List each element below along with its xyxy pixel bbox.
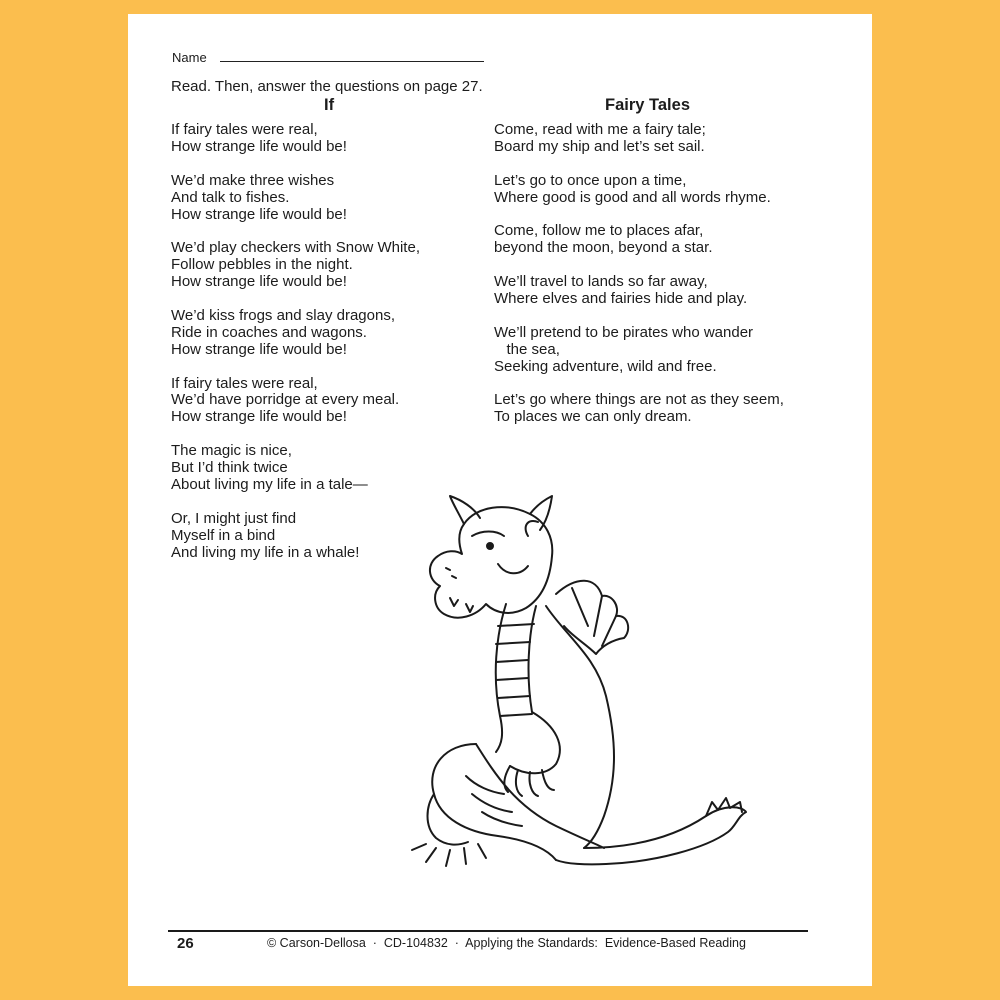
poem-fairy-tales-title: Fairy Tales <box>605 96 690 114</box>
poem-line: Or, I might just find <box>171 509 297 527</box>
poem-line: We’d kiss frogs and slay dragons, <box>171 306 395 324</box>
dragon-arm <box>510 712 560 773</box>
poem-if-title: If <box>324 96 335 114</box>
poem-line: Follow pebbles in the night. <box>171 256 353 274</box>
stanza <box>171 308 420 359</box>
poem-line: We’d play checkers with Snow White, <box>171 239 420 257</box>
poem-line: How strange life would be! <box>171 273 347 291</box>
dragon-head <box>430 507 552 618</box>
stanza <box>171 240 420 291</box>
poem-line: We’ll travel to lands so far away, <box>494 273 708 291</box>
poem-line: Let’s go to once upon a time, <box>494 171 687 189</box>
poem-line: Myself in a bind <box>171 526 276 544</box>
name-write-line <box>220 61 484 62</box>
poem-line: We’ll pretend to be pirates who wander <box>494 323 754 341</box>
stanza <box>494 325 784 376</box>
stanza <box>171 376 420 427</box>
poem-line: Let’s go where things are not as they seem, <box>494 391 784 409</box>
dragon-nostrils <box>446 568 456 578</box>
poem-line: We’d have porridge at every meal. <box>171 391 400 409</box>
stanza <box>171 443 420 494</box>
stanza <box>494 223 784 257</box>
poem-line: If fairy tales were real, <box>171 374 318 392</box>
dragon-horn-right <box>530 496 552 530</box>
dragon-horn-left <box>450 496 480 524</box>
poem-line: And living my life in a whale! <box>171 543 360 561</box>
stanza <box>494 274 784 308</box>
poem-line: Come, follow me to places afar, <box>494 222 704 240</box>
poem-line: the sea, <box>494 340 560 358</box>
footer-rule <box>168 930 808 932</box>
poem-line: But I’d think twice <box>171 459 288 477</box>
poem-fairy-tales <box>494 122 784 443</box>
poem-line: Ride in coaches and wagons. <box>171 323 367 341</box>
dragon-claws <box>412 844 486 866</box>
poem-line: How strange life would be! <box>171 408 347 426</box>
stanza <box>494 392 784 426</box>
dragon-brow <box>472 532 504 537</box>
stanza <box>171 173 420 224</box>
stanza <box>494 173 784 207</box>
poem-line: The magic is nice, <box>171 442 292 460</box>
dragon-horn-curl <box>526 521 538 536</box>
dragon-wing <box>556 581 628 654</box>
dragon-smile <box>498 564 528 573</box>
dragon-eye <box>487 543 493 549</box>
poem-line: And talk to fishes. <box>171 188 290 206</box>
poem-line: How strange life would be! <box>171 340 347 358</box>
dragon-tail <box>556 807 746 864</box>
instructions: Read. Then, answer the questions on page 27. <box>171 78 483 95</box>
dragon-teeth <box>450 598 473 612</box>
footer-credit: © Carson-Dellosa · CD-104832 · Applying the Standards: Evidence-Based Reading <box>267 936 746 950</box>
dragon-illustration <box>406 476 750 906</box>
page-number: 26 <box>177 935 194 952</box>
poem-line: Board my ship and let’s set sail. <box>494 137 705 155</box>
poem-line: How strange life would be! <box>171 137 347 155</box>
poem-line: Seeking adventure, wild and free. <box>494 357 717 375</box>
dragon-belly-curve <box>476 744 604 848</box>
dragon-foot <box>428 794 469 845</box>
poem-if <box>171 122 420 578</box>
poem-line: To places we can only dream. <box>494 408 692 426</box>
poem-line: If fairy tales were real, <box>171 121 318 138</box>
name-label: Name <box>172 50 207 65</box>
poem-line: beyond the moon, beyond a star. <box>494 239 713 257</box>
poem-line: Come, read with me a fairy tale; <box>494 121 706 138</box>
dragon-haunch <box>432 744 556 860</box>
poem-line: Where good is good and all words rhyme. <box>494 188 771 206</box>
poem-line: How strange life would be! <box>171 205 347 223</box>
poem-line: About living my life in a tale— <box>171 475 368 493</box>
worksheet-page <box>128 14 872 986</box>
stanza <box>494 122 784 156</box>
poem-line: We’d make three wishes <box>171 171 335 189</box>
poem-line: Where elves and fairies hide and play. <box>494 290 748 308</box>
stanza <box>171 511 420 562</box>
dragon-thigh-scales <box>466 776 522 826</box>
stanza <box>171 122 420 156</box>
